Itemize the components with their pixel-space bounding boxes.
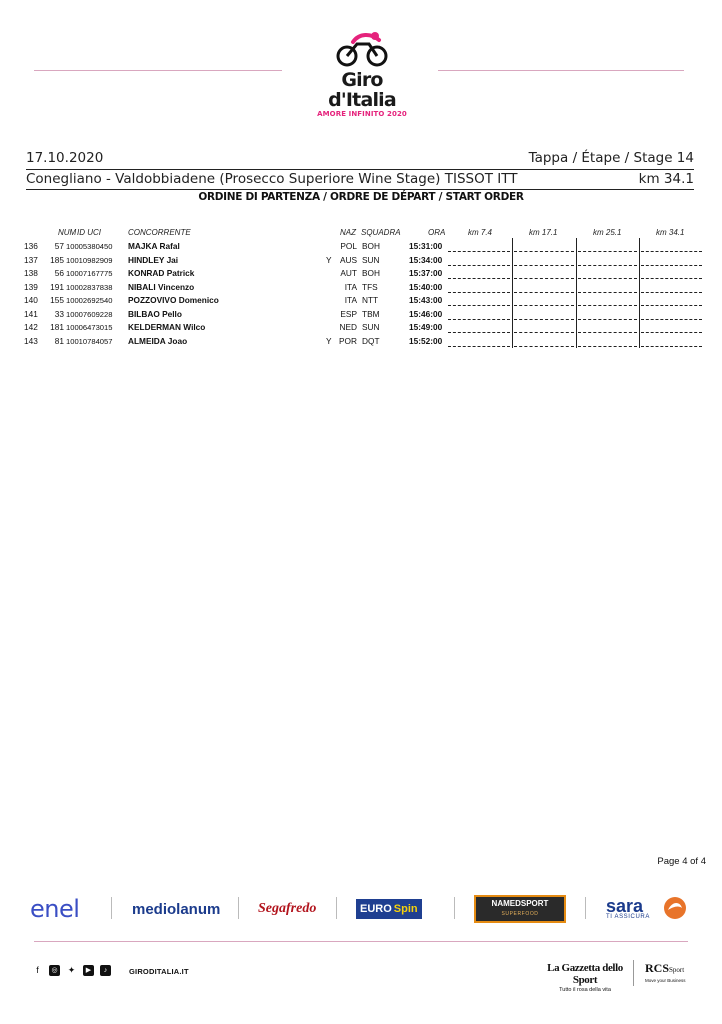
split-time-blank [641,292,702,293]
split-time-blank [448,251,510,252]
table-row [0,308,722,321]
sponsor-strip [0,885,722,933]
split-time-blank [514,292,574,293]
split-time-blank [514,346,574,347]
start-time: 15:52:00 [409,335,443,346]
rider-number: 185 [50,254,64,265]
rider-number: 56 [54,268,64,278]
rider-number: 81 [54,335,64,346]
enel-logo: enel [30,895,80,923]
social-links [32,965,111,976]
rider-team: SUN [362,322,380,332]
sponsor-separator [585,897,586,919]
split-time-blank [578,265,637,266]
start-time: 15:31:00 [409,241,443,251]
rider-nationality: POR [339,335,357,346]
rider-position: 138 [24,268,38,278]
rule-top [26,169,694,170]
rider-team: TBM [362,308,380,319]
logo-title: Giro d'Italia [328,69,396,111]
rider-position: 142 [24,322,38,332]
facebook-icon[interactable]: f [36,965,39,975]
eurospin-logo [356,899,422,919]
rider-number: 155 [50,295,64,305]
split-time-blank [641,346,702,347]
start-time: 15:34:00 [409,254,443,265]
race-date: 17.10.2020 [26,150,104,166]
start-time: 15:37:00 [409,268,443,278]
sponsor-separator [336,897,337,919]
col-header-split4: km 34.1 [656,228,685,237]
rider-name: ALMEIDA Joao [128,335,188,346]
sara-subtext: TI ASSICURA [606,914,650,920]
split-time-blank [448,346,510,347]
rider-name: BILBAO Pello [128,308,182,319]
col-header-split1: km 7.4 [468,228,493,237]
col-header-uci: ID UCI [77,228,101,237]
table-row [0,321,722,334]
stage-route: Conegliano - Valdobbiadene (Prosecco Superiore Wine Stage) TISSOT ITT [26,171,518,187]
split-time-blank [578,319,637,320]
rider-uci-id: 10002837838 [66,282,113,292]
sara-mark-icon [662,895,688,921]
rider-name: NIBALI Vincenzo [128,281,195,292]
rider-number: 181 [50,322,64,332]
stage-distance: km 34.1 [638,171,694,187]
rule-bottom [26,189,694,190]
rcs-tagline: Move your Business [645,978,686,983]
header-divider-left [34,70,282,71]
twitter-icon[interactable]: ✦ [67,965,76,975]
eurospin-text-b: Spin [393,903,418,915]
eurospin-text-a: EURO [360,903,392,915]
namedsport-text: NAMEDSPORT [491,899,549,908]
split-time-blank [578,251,637,252]
col-header-time: ORA [428,228,446,237]
instagram-icon[interactable]: ◎ [49,965,60,976]
rider-nationality: AUS [339,254,357,265]
split-time-blank [578,346,637,347]
mediolanum-logo: mediolanum [132,900,221,918]
split-time-blank [641,305,702,306]
split-time-blank [578,305,637,306]
split-time-blank [514,319,574,320]
rider-position: 143 [24,335,38,346]
rider-position: 136 [24,241,38,251]
split-time-blank [514,278,574,279]
rider-position: 137 [24,254,38,265]
col-header-num: NUM [58,228,77,237]
gazzetta-text: La Gazzetta dello Sport [547,962,623,986]
meta-row-date [26,150,694,166]
rider-team: BOH [362,241,380,251]
start-time: 15:49:00 [409,322,443,332]
tiktok-icon[interactable]: ♪ [100,965,111,976]
logo-subtitle: AMORE INFINITO 2020 [317,110,407,118]
rider-name: HINDLEY Jai [128,254,179,265]
rider-position: 141 [24,308,38,319]
rider-uci-id: 10010784057 [66,336,113,346]
sponsor-separator [238,897,239,919]
table-row [0,267,722,280]
gazzetta-logo [543,962,627,994]
young-rider-flag: Y [326,254,332,265]
rider-uci-id: 10007609228 [66,309,113,319]
rider-name: KELDERMAN Wilco [128,322,206,332]
table-row [0,294,722,307]
rider-name: KONRAD Patrick [128,268,195,278]
cyclist-icon [335,30,389,68]
rider-team: TFS [362,281,378,292]
split-time-blank [448,319,510,320]
split-time-blank [448,292,510,293]
document-title: ORDINE DI PARTENZA / ORDRE DE DÉPART / START ORDER [198,191,524,203]
col-header-team: SQUADRA [361,228,401,237]
gazzetta-tagline: Tutto il rosa della vita [559,987,611,993]
rcs-suffix: Sport [669,966,685,974]
rider-nationality: ITA [344,281,357,292]
rider-team: NTT [362,295,379,305]
page-number: Page 4 of 4 [657,856,706,867]
rider-name: MAJKA Rafal [128,241,180,251]
namedsport-subtext: SUPERFOOD [501,911,539,917]
rider-nationality: AUT [340,268,357,278]
rider-nationality: ITA [344,295,357,305]
split-time-blank [448,265,510,266]
table-row [0,240,722,253]
split-time-blank [448,278,510,279]
split-time-blank [448,332,510,333]
sponsor-separator [111,897,112,919]
rider-nationality: ESP [340,308,357,319]
table-row [0,335,722,348]
website-link[interactable]: GIRODITALIA.IT [129,967,189,976]
rider-uci-id: 10010982909 [66,255,113,265]
giro-logo [314,30,410,118]
stage-label: Tappa / Étape / Stage 14 [528,150,694,166]
start-time: 15:40:00 [409,281,443,292]
col-header-rider: CONCORRENTE [128,228,191,237]
rider-uci-id: 10006473015 [66,323,113,332]
rider-team: BOH [362,268,380,278]
split-time-blank [641,251,702,252]
rider-number: 191 [50,281,64,292]
split-time-blank [641,278,702,279]
split-time-blank [641,265,702,266]
rider-nationality: POL [340,241,357,251]
table-row [0,281,722,294]
split-time-blank [578,292,637,293]
footer-divider [34,941,688,942]
youtube-icon[interactable]: ▶ [83,965,94,976]
rider-position: 139 [24,281,38,292]
rider-team: SUN [362,254,380,265]
rider-position: 140 [24,295,38,305]
meta-row-route [26,171,694,187]
table-row [0,254,722,267]
start-time: 15:46:00 [409,308,443,319]
segafredo-logo: Segafredo [258,901,317,916]
split-time-blank [641,319,702,320]
rider-number: 33 [54,308,64,319]
sara-logo [606,895,650,923]
split-time-blank [514,265,574,266]
start-time: 15:43:00 [409,295,443,305]
col-header-split2: km 17.1 [529,228,558,237]
col-header-naz: NAZ [340,228,356,237]
rider-nationality: NED [339,322,357,332]
split-time-blank [514,332,574,333]
sponsor-separator [454,897,455,919]
col-header-split3: km 25.1 [593,228,622,237]
sara-text: sara [606,896,644,916]
rider-uci-id: 10005380450 [66,242,113,251]
rider-uci-id: 10007167775 [66,269,113,278]
split-time-blank [578,332,637,333]
rider-name: POZZOVIVO Domenico [128,295,219,305]
rider-number: 57 [54,241,64,251]
header-divider-right [438,70,684,71]
split-time-blank [641,332,702,333]
rcs-sport-logo [645,962,686,984]
footer-logo-separator [633,960,634,986]
split-time-blank [514,305,574,306]
rcs-text: RCS [645,961,670,975]
young-rider-flag: Y [326,335,332,346]
split-time-blank [578,278,637,279]
namedsport-logo [474,895,566,923]
split-time-blank [514,251,574,252]
split-time-blank [448,305,510,306]
rider-uci-id: 10002692540 [66,296,113,305]
rider-team: DQT [362,335,380,346]
